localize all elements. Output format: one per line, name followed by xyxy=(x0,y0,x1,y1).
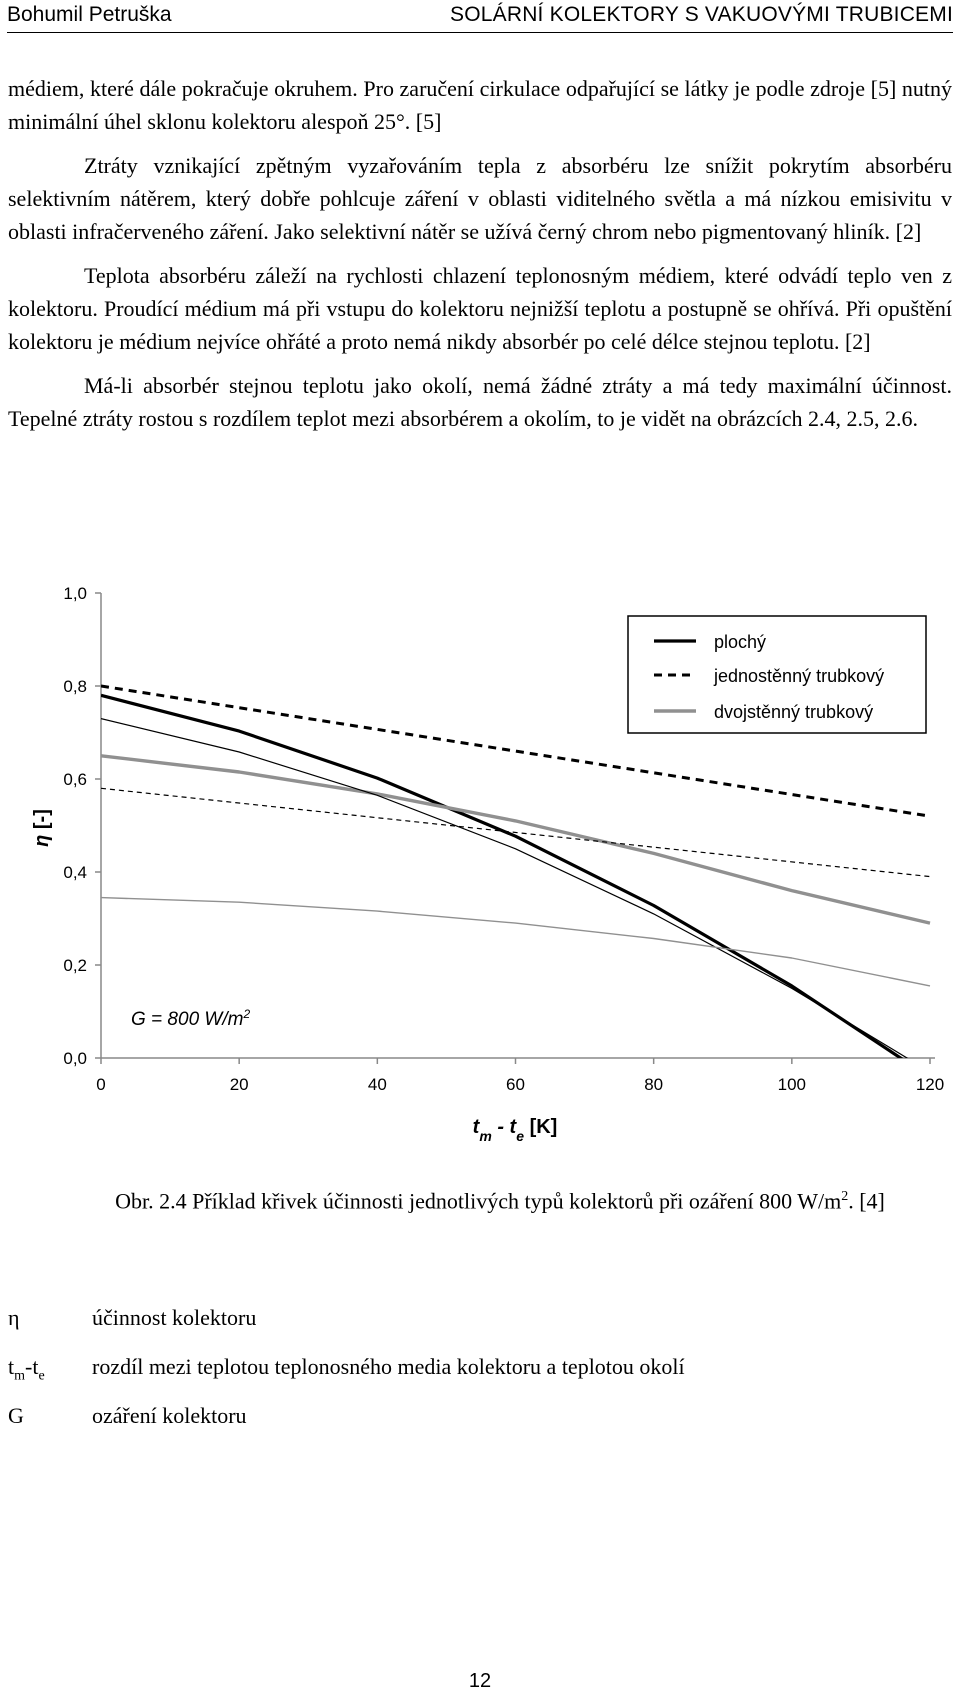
y-axis-label: η [-] xyxy=(31,809,53,847)
definition-symbol: η xyxy=(8,1305,20,1330)
y-tick-label: 0,4 xyxy=(63,863,87,882)
definition-text: ozáření kolektoru xyxy=(92,1403,247,1428)
definition-text: účinnost kolektoru xyxy=(92,1305,257,1330)
x-tick-label: 120 xyxy=(915,1075,945,1094)
definition-symbol: G xyxy=(8,1403,24,1428)
x-tick-label: 20 xyxy=(229,1075,249,1094)
paragraph: médiem, které dále pokračuje okruhem. Pro zaručení cirkulace odpařující se látky je podle zdroje [5] nutný minimální úhel sklonu kolektoru alespoň 25°. [5] xyxy=(8,76,952,134)
legend xyxy=(628,616,926,733)
irradiance-annotation: G = 800 $W/m^2$ xyxy=(131,1007,251,1030)
figure-caption: Obr. 2.4 Příklad křivek účinnosti jednotlivých typů kolektorů při ozáření 800 $W/m^2$. [4] xyxy=(115,1188,885,1214)
x-tick-label: 0 xyxy=(96,1075,106,1094)
series-line-4 xyxy=(101,788,930,876)
paragraph: Teplota absorbéru záleží na rychlosti chlazení teplonosným médiem, které odvádí teplo ven z kolektoru. Proudící médium má při vstupu do kolektoru nejnižší teplotu a postupně se ohřívá. Při opuštění kolektoru je médium nejvíce ohřáté a proto nemá nikdy absorbér po celé délce stejnou teplotu. [2] xyxy=(8,263,952,354)
definition-symbol: $t_m-t_e$ xyxy=(8,1354,45,1384)
y-ticks xyxy=(63,584,101,1068)
page-number: 12 xyxy=(468,1670,492,1692)
y-tick-label: 0,2 xyxy=(63,956,87,975)
y-tick-label: 0,8 xyxy=(63,677,87,696)
paragraph: Má-li absorbér stejnou teplotu jako okolí, nemá žádné ztráty a má tedy maximální účinnost. Tepelné ztráty rostou s rozdílem teplot mezi absorbérem a okolím, to je vidět na obrázcích 2.4, 2.5, 2.6. xyxy=(8,373,952,431)
header-author: Bohumil Petruška xyxy=(7,3,172,26)
efficiency-chart xyxy=(0,560,960,1180)
y-tick-label: 1,0 xyxy=(63,584,87,603)
paragraph: Ztráty vznikající zpětným vyzařováním tepla z absorbéru lze snížit pokrytím absorbéru selektivním nátěrem, který dobře pohlcuje záření v oblasti viditelného světla a má nízkou emisivitu v oblasti infračerveného záření. Jako selektivní nátěr se užívá černý chrom nebo pigmentovaný hliník. [2] xyxy=(8,153,952,244)
legend-label-dvojstenny: dvojstěnný trubkový xyxy=(714,702,874,722)
x-tick-label: 100 xyxy=(777,1075,807,1094)
x-tick-label: 80 xyxy=(644,1075,664,1094)
y-tick-label: 0,0 xyxy=(63,1049,87,1068)
x-ticks xyxy=(96,1058,944,1094)
legend-label-plochy: plochý xyxy=(714,632,767,652)
definition-text: rozdíl mezi teplotou teplonosného media kolektoru a teplotou okolí xyxy=(92,1354,685,1379)
y-tick-label: 0,6 xyxy=(63,770,87,789)
x-tick-label: 60 xyxy=(506,1075,525,1094)
legend-label-jednostenny: jednostěnný trubkový xyxy=(714,666,885,686)
x-tick-label: 40 xyxy=(367,1075,387,1094)
series-line-5 xyxy=(101,898,930,986)
body-text xyxy=(8,72,952,446)
header-title: SOLÁRNÍ KOLEKTORY S VAKUOVÝMI TRUBICEMI xyxy=(450,3,953,26)
running-header xyxy=(7,0,953,33)
x-axis-label: $t_m - t_e$ [K] xyxy=(472,1116,558,1144)
series-line-2 xyxy=(101,756,930,923)
